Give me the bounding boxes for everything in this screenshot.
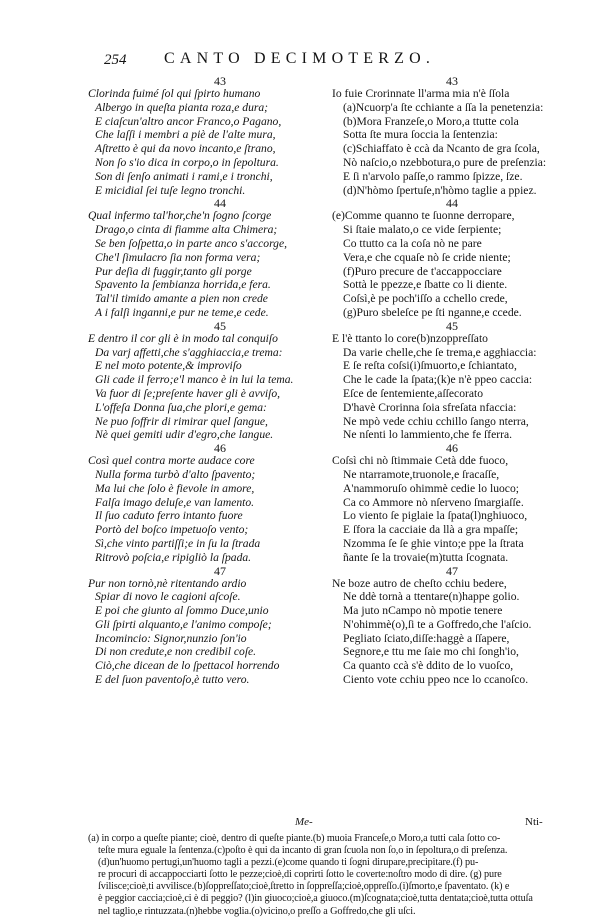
verse-line: E nel moto potente,& improviſo — [95, 359, 242, 373]
verse-line: Ma lui che ſolo è fievole in amore, — [95, 481, 255, 495]
verse-line: (f)Puro precure de t'accappocciare — [343, 264, 502, 278]
verse-line: Qual infermo tal'hor,che'n ſogno ſcorge — [88, 209, 272, 223]
verse-line: Ne ddè tornà a ttentare(n)happe golio. — [343, 590, 520, 604]
running-head: CANTO DECIMOTERZO. — [164, 50, 436, 67]
stanza-number: 44 — [446, 196, 458, 211]
footnote-line: (d)un'huomo pertugi,un'huomo tagli a pezzi.(e)come quando ti ſogni dirupare,precipitare.(f) pu- — [98, 857, 479, 869]
footnote-line: teſte mura eguale la ſentenza.(c)poſto è qui da incanto di gran ſcuola non ſo,o in ſepoltura,o di preſenza. — [98, 845, 508, 857]
page-header — [0, 50, 599, 74]
verse-line: Clorinda fuimé ſol qui ſpirto humano — [88, 87, 261, 100]
verse-line: Nulla forma turbò d'alto ſpavento; — [95, 467, 256, 481]
verse-line: E ſfora la cacciaie da llà a gra mpaſſe; — [343, 523, 519, 537]
stanza-number: 45 — [446, 318, 458, 333]
verse-line: Coſsì chi nò ſtimmaie Cetà dde fuoco, — [332, 454, 509, 468]
verse-line: Ca co Ammore nò nſerveno ſmargiaſſe. — [343, 495, 524, 509]
verse-line: Che laſſi i membri a piè de l'alte mura, — [95, 128, 276, 142]
verse-line: E ſi n'arvolo paſſe,o rammo ſpizze, ſze. — [343, 169, 523, 183]
verse-line: Segnore,e ttu me ſaie mo chi ſongh'io, — [343, 645, 519, 659]
right-column-neapolitan — [332, 75, 572, 687]
verse-line: Son di ſenſo animati i rami,e i tronchi, — [95, 169, 273, 183]
verse-line: Ne puo ſoffrir di rimirar quel ſangue, — [95, 414, 268, 428]
verse-line: (e)Comme quanno te ſuonne derropare, — [332, 209, 515, 223]
verse-line: Drago,o cinta di fiamme alta Chimera; — [95, 223, 278, 237]
verse-line: Ca quanto ccà s'è ddito de lo vuoſco, — [343, 659, 514, 673]
verse-line: Spiar di novo le cagioni aſcoſe. — [95, 590, 241, 604]
verse-line: Io fuie Crorinnate ll'arma mia n'è ſſola — [332, 87, 510, 100]
stanza — [88, 197, 330, 319]
verse-line: A'nammoruſo ohimmè cedie lo luoco; — [343, 481, 519, 495]
stanza — [332, 320, 572, 442]
verse-line: Albergo in queſta pianta roza,e dura; — [95, 100, 269, 114]
stanza — [88, 320, 330, 442]
verse-line: N'ohimmè(o),ſi te a Goffredo,che l'aſcio. — [343, 617, 532, 631]
verse-line: Che le cade la ſpata;(k)e n'è ppeo caccia: — [343, 373, 533, 387]
stanza — [332, 442, 572, 564]
verse-line: Sotta ſte mura ſoccia la ſentenzia: — [343, 128, 498, 142]
stanza-number: 47 — [446, 563, 458, 578]
verse-line: Eſce de ſentemiente,aſſecorato — [343, 386, 484, 400]
verse-line: (a)Ncuorp'a ſte cchiante a ſſa la penetenzia: — [343, 100, 544, 114]
verse-line: E ſe reſta coſsi(i)ſmuorto,e ſchiantato, — [343, 359, 517, 373]
verse-line: Falſa imago deluſe,e van lamento. — [95, 495, 255, 509]
verse-line: E del ſuon paventoſo,è tutto vero. — [95, 673, 250, 687]
verse-line: (c)Schiaffato è ccà da Ncanto de gra ſcola, — [343, 142, 540, 156]
stanza — [88, 565, 330, 687]
stanza — [88, 442, 330, 564]
verse-line: Ne ntarramote,truonole,e ſracaſſe, — [343, 467, 500, 481]
verse-line: Va fuor di ſe;preſente haver gli è avviſo, — [95, 386, 281, 400]
verse-line: Co ttutto ca la coſa nò ne pare — [343, 236, 482, 250]
stanza-number: 43 — [446, 74, 458, 88]
verse-line: Nè quei gemiti udir d'egro,che langue. — [95, 428, 274, 442]
verse-line: L'offeſa Donna ſua,che plori,e gema: — [95, 400, 267, 414]
stanza — [332, 75, 572, 197]
verse-line: Pur non tornò,nè ritentando ardio — [88, 576, 247, 590]
verse-line: Ritrovò poſcia,e ripigliò la ſpada. — [95, 550, 252, 564]
verse-line: Aſtretto è qui da novo incanto,e ſtrano, — [95, 142, 276, 156]
stanza — [88, 75, 330, 197]
verse-line: Lo viento ſe piglaie la ſpata(l)nghiuoco, — [343, 509, 528, 523]
footnote-line: (a) in corpo a queſte piante; cioè, dentro di queſte piante.(b) muoia Franceſe,o Moro,a tutti cala ſotto co- — [88, 833, 501, 844]
verse-line: Incomincio: Signor,nunzio ſon'io — [95, 631, 247, 645]
footnote-line: nel taglio,e rintuzzata.(n)hebbe voglia.(o)vicino,o preſſo a Goffredo,che gli uſci. — [98, 905, 416, 917]
verse-line: E dentro il cor gli è in modo tal conquiſo — [88, 331, 278, 345]
verse-line: Di non credute,e non credibil coſe. — [95, 645, 257, 659]
verse-line: E micidial ſei tuſe legno tronchi. — [95, 183, 246, 197]
verse-line: Nò naſcio,o nzebbotura,o pure de preſenzia: — [343, 155, 547, 169]
verse-line: Se ben ſoſpetta,o in parte anco s'accorge, — [95, 236, 288, 250]
verse-line: D'havè Crorinna ſoia sfreſata nfaccia: — [343, 400, 517, 414]
verse-line: A i falſi inganni,e pur ne teme,e cede. — [95, 305, 269, 319]
verse-line: (d)N'hòmo ſpertuſe,n'hòmo taglie a ppiez. — [343, 183, 537, 197]
verse-line: Che'l ſimulacro ſia non forma vera; — [95, 250, 261, 264]
verse-line: Ciento vote cchiu ppeo nce lo ccanoſco. — [343, 673, 529, 687]
verse-line: (g)Puro sbeleſce pe ſti nganne,e ccede. — [343, 305, 522, 319]
left-column-italian — [88, 75, 330, 687]
stanza-number: 47 — [214, 563, 226, 578]
catchword-left: Me- — [295, 816, 313, 828]
verse-line: Ciò,che dicean de lo ſpettacol horrendo — [95, 659, 280, 673]
stanza-number: 43 — [214, 74, 226, 88]
stanza-number: 45 — [214, 318, 226, 333]
verse-line: Così quel contra morte audace core — [88, 454, 255, 468]
verse-line: Il ſuo caduto ferro intanto fuore — [95, 509, 243, 523]
stanza — [332, 565, 572, 687]
verse-line: E ciaſcun'altro ancor Franco,o Pagano, — [95, 114, 282, 128]
verse-line: Coſsì,è pe poch'iſſo a cchello crede, — [343, 292, 508, 306]
footnotes — [88, 833, 566, 918]
verse-line: ñante ſe la trovaie(m)tutta ſcognata. — [343, 550, 509, 564]
verse-line: Pur deſia di fuggir,tanto gli porge — [95, 264, 252, 278]
catchword-right: Nti- — [525, 816, 543, 828]
verse-line: E l'è ttanto lo core(b)nzoppreſſato — [332, 331, 488, 345]
verse-line: Nzomma ſe ſe ghie vinto;e ppe la ſtrata — [343, 536, 524, 550]
verse-line: Portò del boſco impetuoſo vento; — [95, 523, 249, 537]
verse-line: Ma juto nCampo nò mpotie tenere — [343, 604, 503, 618]
stanza-number: 44 — [214, 196, 226, 211]
verse-line: Si ſtaie malato,o ce vide ſerpiente; — [343, 223, 502, 237]
verse-line: Sì,che vinto partiſſi;e in ſu la ſtrada — [95, 536, 261, 550]
footnote-line: è peggior caccia;cioè,ci è di peggio? (l)in giuoco;cioè,a giuoco.(m)ſcognata;cioè,tutta dentata;cioè,tutta ottuſa — [98, 893, 533, 905]
verse-line: Da varie chelle,che ſe trema,e agghiaccia: — [343, 345, 537, 359]
verse-line: Gli cade il ferro;e'l manco è in lui la tema. — [95, 373, 294, 387]
verse-line: Da varj affetti,che s'agghiaccia,e trema: — [95, 345, 283, 359]
verse-line: Pegliato ſciato,diſſe:haggè a ſſapere, — [343, 631, 510, 645]
verse-line: (b)Mora Franzeſe,o Moro,a ttutte cola — [343, 114, 519, 128]
verse-line: Ne mpò vede cchiu cchillo ſango nterra, — [343, 414, 529, 428]
stanza-number: 46 — [446, 441, 458, 456]
verse-line: Non ſo s'io dica in corpo,o in ſepoltura. — [95, 155, 279, 169]
stanza-number: 46 — [214, 441, 226, 456]
verse-line: Tal'il timido amante a pien non crede — [95, 292, 268, 306]
verse-line: Sottà le ppezze,e ſbatte co li diente. — [343, 278, 508, 292]
verse-line: Gli ſpirti alquanto,e l'animo compoſe; — [95, 617, 272, 631]
verse-line: Vera,e che cquaſe nò ſe cride niente; — [343, 250, 511, 264]
page-number: 254 — [104, 52, 127, 68]
stanza — [332, 197, 572, 319]
footnote-line: re procuri di accappocciarti ſotto le pezze;cioè,di coprirti ſotto le coverte:noſtro modo di dire. (g) pure — [98, 869, 502, 881]
verse-line: Ne boze autro de cheſto cchiu bedere, — [332, 576, 507, 590]
verse-line: Spavento la ſembianza horrida,e fera. — [95, 278, 271, 292]
verse-line: Ne nſenti lo lammiento,che fe ſferra. — [343, 428, 513, 442]
footnote-line: ſvilisce;cioè,ti avvilisce.(b)ſoppreſſato;cioè,ſtretto in ſoppreſſa;cioè,oppreſſo.(i)ſmorto,e ſpaventato. (k) e — [98, 881, 510, 893]
verse-line: E poi che giunto al ſommo Duce,unio — [95, 604, 269, 618]
